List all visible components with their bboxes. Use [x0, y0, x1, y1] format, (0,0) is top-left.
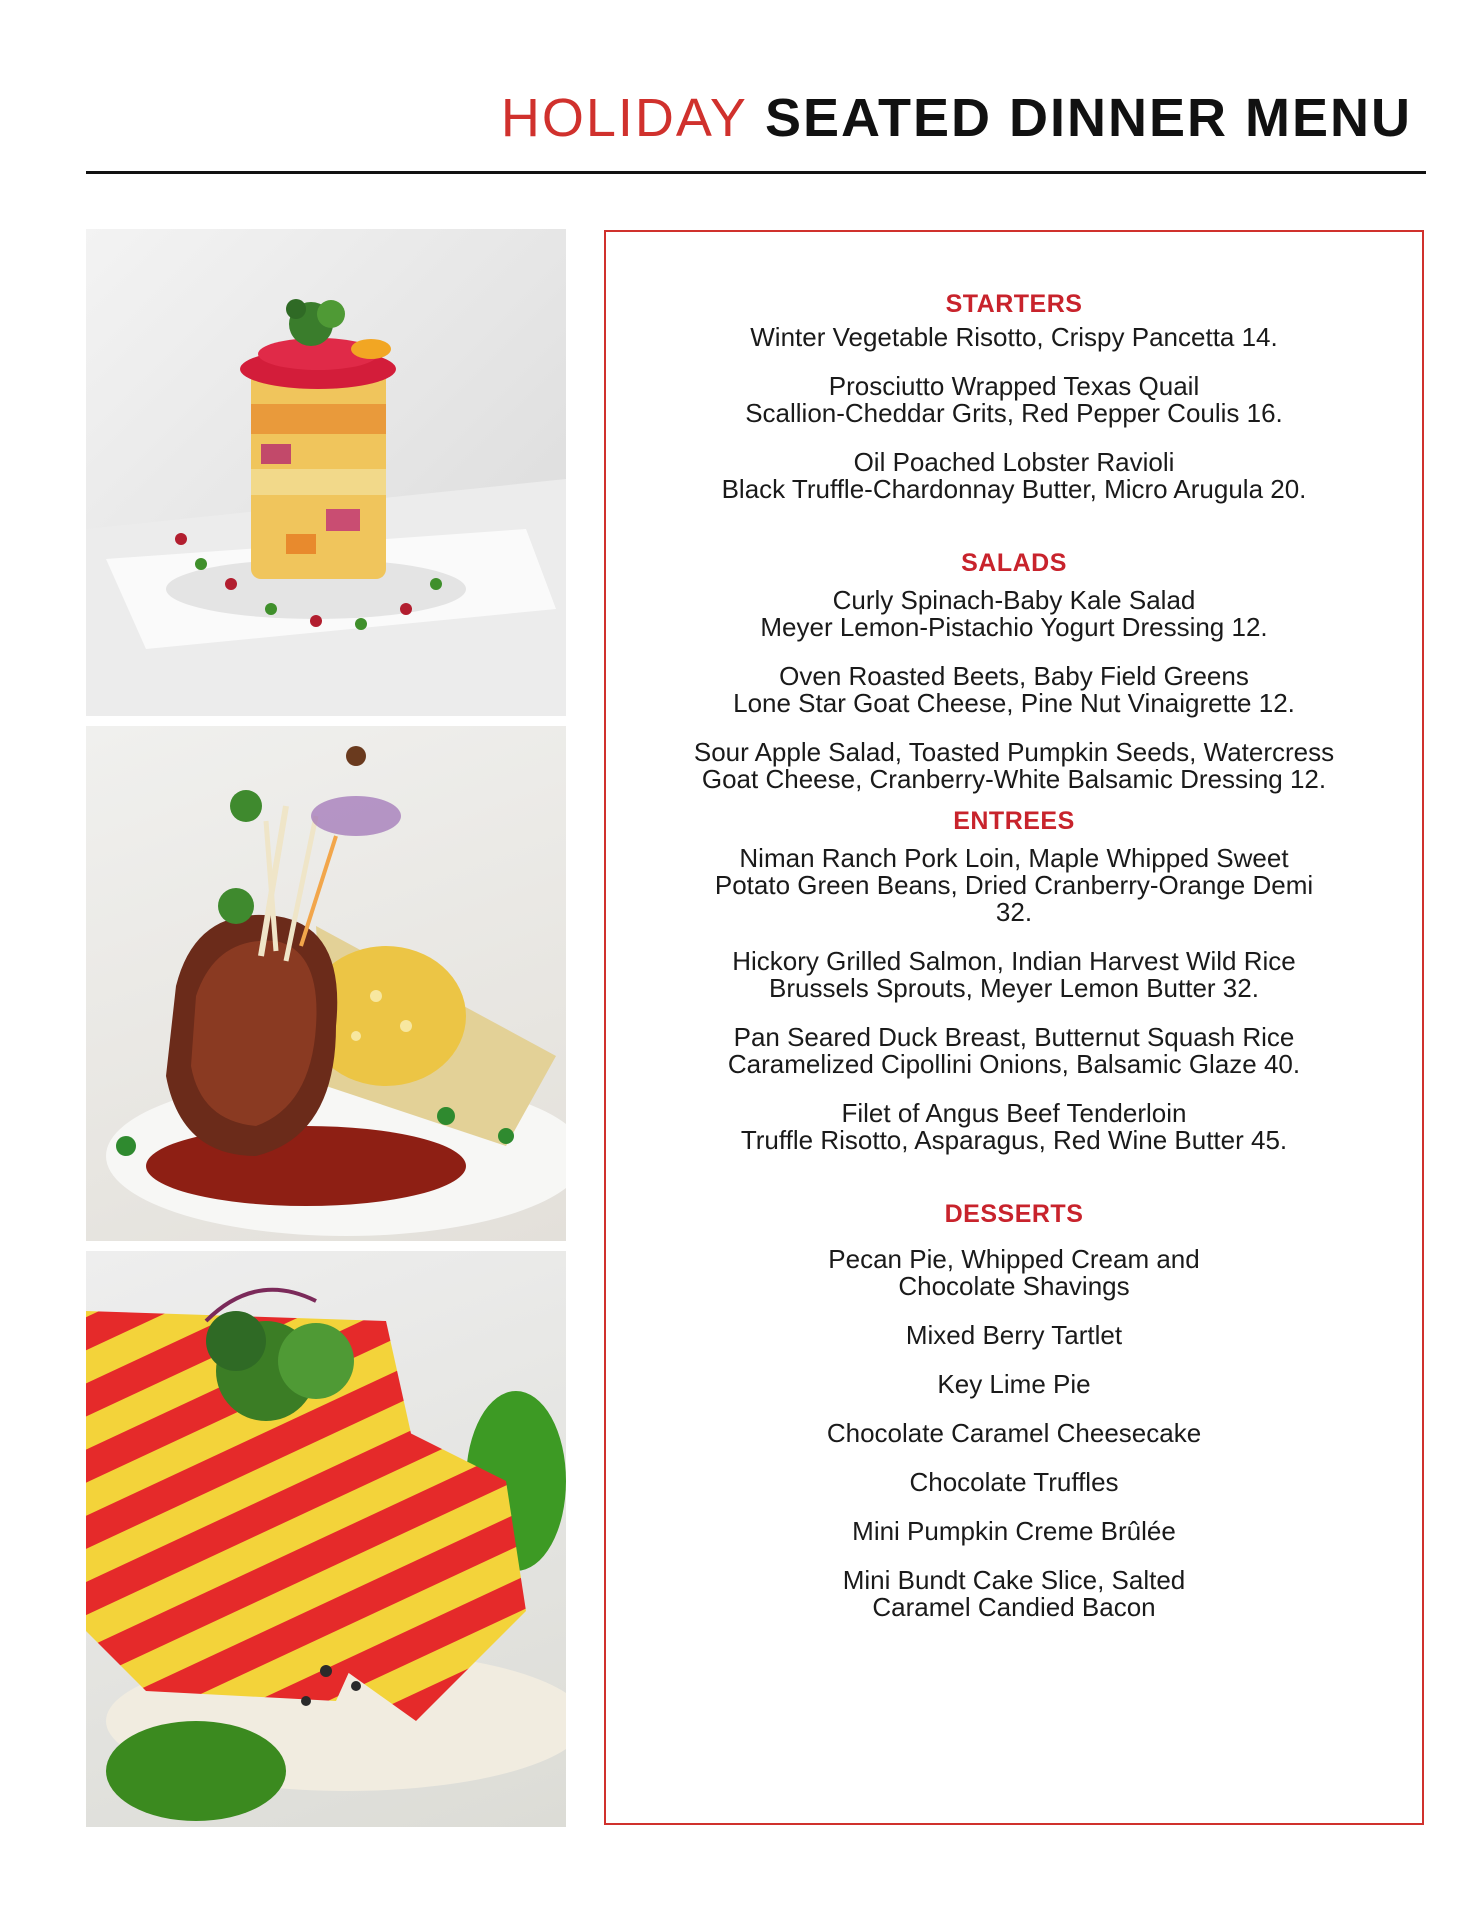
menu-item: Key Lime Pie	[937, 1369, 1091, 1399]
section-heading-starters: STARTERS	[945, 290, 1083, 318]
menu-item: Curly Spinach-Baby Kale Salad Meyer Lemon-Pistachio Yogurt Dressing 12.	[760, 585, 1268, 642]
photo-striped-lobster-ravioli	[86, 1251, 566, 1827]
menu-item: Mini Bundt Cake Slice, Salted Caramel Candied Bacon	[842, 1565, 1186, 1622]
menu-item: Niman Ranch Pork Loin, Maple Whipped Sweet Potato Green Beans, Dried Cranberry-Orange Demi 32.	[714, 843, 1314, 927]
menu-item: Hickory Grilled Salmon, Indian Harvest Wild Rice Brussels Sprouts, Meyer Lemon Butter 32.	[732, 946, 1296, 1003]
menu-box	[604, 230, 1424, 1825]
menu-content	[606, 288, 1422, 1621]
menu-item: Mixed Berry Tartlet	[905, 1320, 1123, 1350]
menu-item: Mini Pumpkin Creme Brûlée	[852, 1516, 1176, 1546]
section-heading-salads: SALADS	[961, 549, 1067, 577]
menu-item: Oven Roasted Beets, Baby Field Greens Lone Star Goat Cheese, Pine Nut Vinaigrette 12.	[733, 661, 1295, 718]
section-heading-desserts: DESSERTS	[944, 1200, 1084, 1228]
menu-item: Filet of Angus Beef Tenderloin Truffle Risotto, Asparagus, Red Wine Butter 45.	[740, 1098, 1288, 1155]
menu-item: Chocolate Caramel Cheesecake	[826, 1418, 1202, 1448]
section-heading-entrees: ENTREES	[953, 807, 1075, 835]
menu-item: Winter Vegetable Risotto, Crispy Pancetta 14.	[750, 322, 1278, 352]
title-divider	[86, 171, 1426, 174]
menu-item: Pecan Pie, Whipped Cream and Chocolate Shavings	[828, 1244, 1200, 1301]
menu-item: Sour Apple Salad, Toasted Pumpkin Seeds, Watercress Goat Cheese, Cranberry-White Balsamic Dressing 12.	[693, 737, 1335, 794]
menu-item: Oil Poached Lobster Ravioli Black Truffle-Chardonnay Butter, Micro Arugula 20.	[721, 447, 1307, 504]
menu-item: Prosciutto Wrapped Texas Quail Scallion-Cheddar Grits, Red Pepper Coulis 16.	[745, 371, 1283, 428]
menu-item: Chocolate Truffles	[909, 1467, 1119, 1497]
photo-quail-with-tamale	[86, 726, 566, 1241]
menu-item: Pan Seared Duck Breast, Butternut Squash Rice Caramelized Cipollini Onions, Balsamic Glaze 40.	[727, 1022, 1301, 1079]
page-title	[501, 86, 1412, 150]
title-holiday: HOLIDAY	[500, 88, 748, 148]
photo-vegetable-risotto-stack	[86, 229, 566, 716]
title-seated-dinner-menu: SEATED DINNER MENU	[764, 88, 1412, 148]
